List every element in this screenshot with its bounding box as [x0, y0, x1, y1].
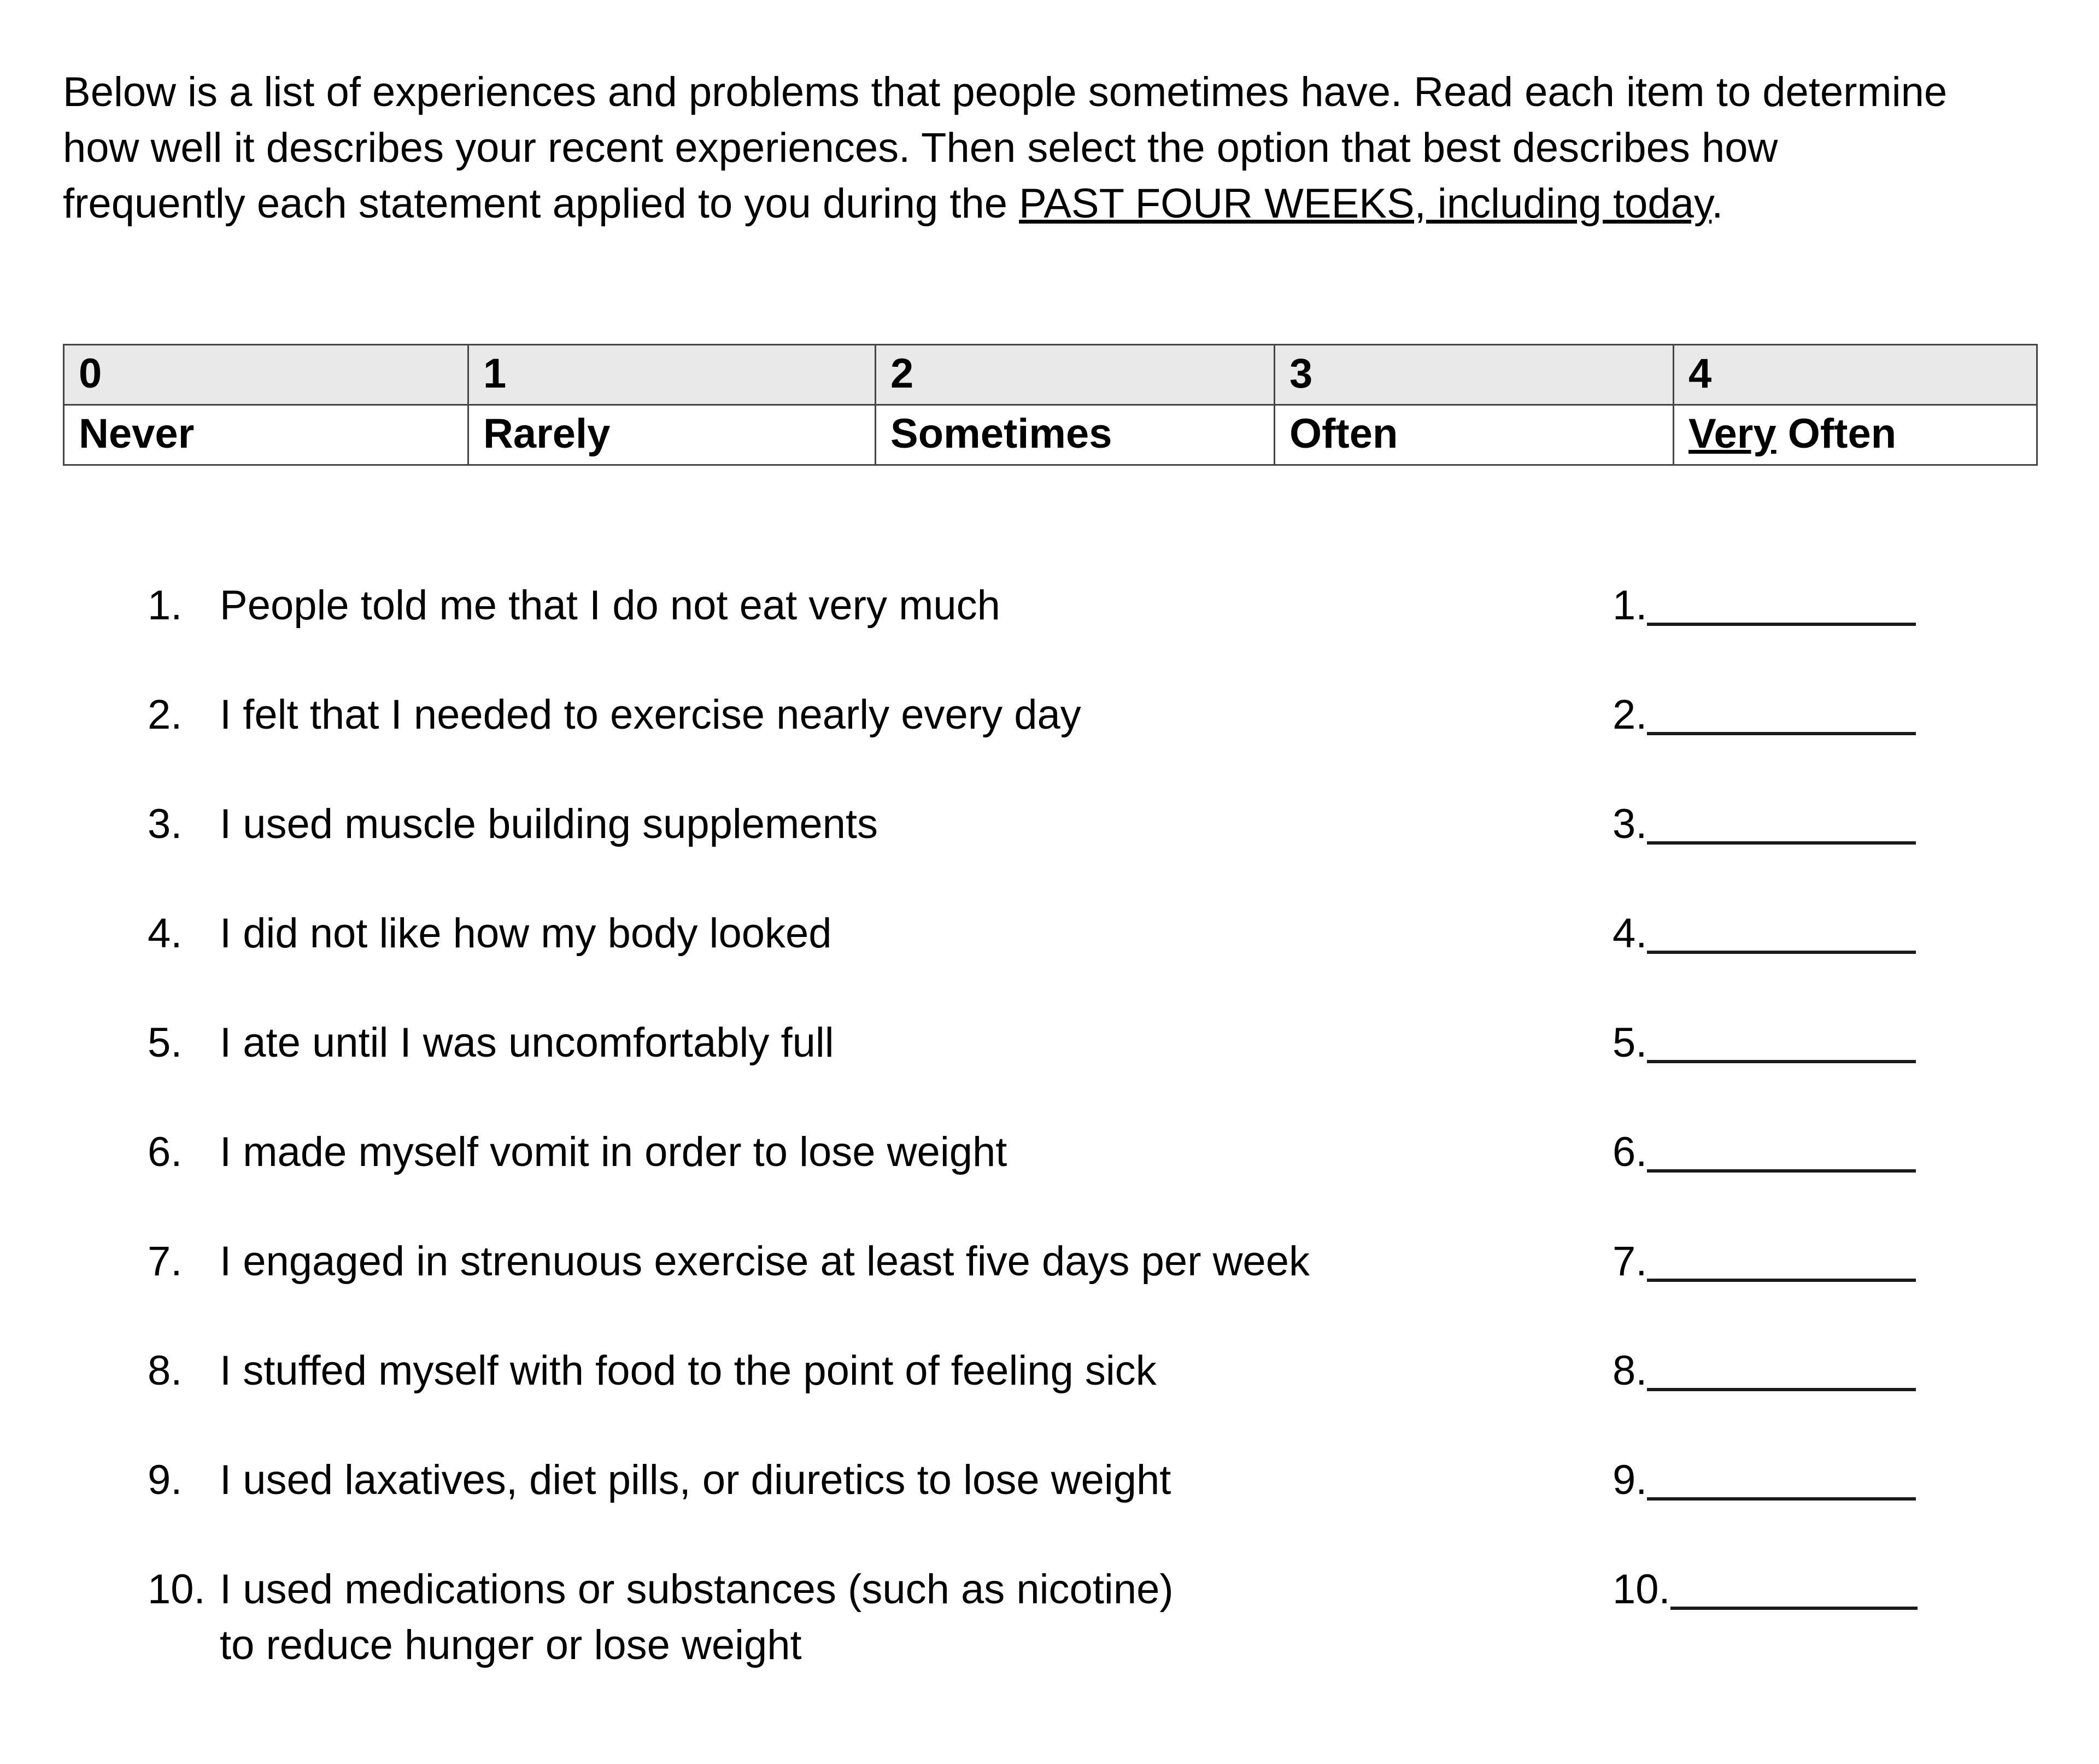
scale-value-4: 4	[1674, 345, 2037, 405]
question-item-7	[148, 1234, 2036, 1290]
question-text: I used muscle building supplements	[220, 801, 878, 847]
answer-blank[interactable]	[1647, 702, 1916, 735]
instructions-underlined-text: PAST FOUR WEEKS, including today	[1019, 180, 1712, 227]
question-text-block	[148, 1452, 1613, 1508]
scale-value-0: 0	[64, 345, 468, 405]
answer-block	[1613, 1562, 2036, 1618]
answer-blank[interactable]	[1647, 812, 1916, 845]
answer-block	[1613, 906, 2036, 962]
instructions-period: .	[1711, 180, 1723, 227]
scale-label-sometimes: Sometimes	[876, 405, 1275, 465]
answer-blank[interactable]	[1647, 1030, 1916, 1063]
answer-number: 7.	[1613, 1238, 1647, 1285]
answer-number: 3.	[1613, 801, 1647, 847]
answer-number: 9.	[1613, 1457, 1647, 1503]
answer-number: 6.	[1613, 1129, 1647, 1175]
answer-number: 2.	[1613, 691, 1647, 738]
answer-block	[1613, 687, 2036, 743]
question-item-3	[148, 796, 2036, 852]
answer-block	[1613, 1234, 2036, 1290]
scale-label-very-often-underlined: Very	[1688, 411, 1776, 457]
question-text-block	[148, 1562, 1613, 1673]
scale-label-never: Never	[64, 405, 468, 465]
rating-scale-table	[63, 344, 2038, 466]
question-text	[220, 1562, 1613, 1673]
answer-block	[1613, 796, 2036, 852]
scale-value-1: 1	[468, 345, 876, 405]
question-item-9	[148, 1452, 2036, 1508]
question-number: 8.	[148, 1347, 183, 1394]
question-text: I used laxatives, diet pills, or diuretics to lose weight	[220, 1457, 1171, 1503]
question-text: I felt that I needed to exercise nearly every day	[220, 691, 1081, 738]
scale-value-2: 2	[876, 345, 1275, 405]
question-text: I ate until I was uncomfortably full	[220, 1019, 834, 1066]
question-text: I stuffed myself with food to the point of feeling sick	[220, 1347, 1157, 1394]
question-text-block	[148, 796, 1613, 852]
answer-number: 5.	[1613, 1019, 1647, 1066]
instructions-paragraph	[63, 65, 1954, 232]
answer-block	[1613, 1452, 2036, 1508]
answer-number: 10.	[1613, 1566, 1670, 1613]
question-item-10	[148, 1562, 2036, 1673]
question-text-block	[148, 1015, 1613, 1071]
question-text-line-1: I used medications or substances (such as nicotine)	[220, 1566, 1174, 1613]
question-item-4	[148, 906, 2036, 962]
question-text: People told me that I do not eat very much	[220, 582, 1000, 629]
question-number: 2.	[148, 691, 183, 738]
scale-value-3: 3	[1275, 345, 1674, 405]
answer-blank[interactable]	[1670, 1577, 1918, 1610]
scale-label-very-often-rest: Often	[1776, 411, 1897, 457]
answer-blank[interactable]	[1647, 921, 1916, 954]
question-text-block	[148, 1343, 1613, 1399]
question-text-block	[148, 1234, 1613, 1290]
answer-blank[interactable]	[1647, 1140, 1916, 1173]
question-text: I made myself vomit in order to lose weight	[220, 1129, 1007, 1175]
question-item-1	[148, 578, 2036, 634]
instructions-text: Below is a list of experiences and problems that people sometimes have. Read each item to determine how well it describes your recent experiences. Then select the option that best describes how frequently each statement applied to you during the	[63, 69, 1948, 227]
question-text-block	[148, 1124, 1613, 1180]
question-text-block	[148, 906, 1613, 962]
answer-block	[1613, 1015, 2036, 1071]
answer-block	[1613, 1124, 2036, 1180]
scale-label-very-often	[1674, 405, 2037, 465]
question-item-2	[148, 687, 2036, 743]
scale-labels-row	[64, 405, 2037, 465]
question-text-block	[148, 578, 1613, 634]
question-item-6	[148, 1124, 2036, 1180]
scale-label-rarely: Rarely	[468, 405, 876, 465]
answer-block	[1613, 578, 2036, 634]
question-item-5	[148, 1015, 2036, 1071]
answer-number: 4.	[1613, 910, 1647, 957]
question-number: 10.	[148, 1566, 206, 1613]
question-text-line-2: to reduce hunger or lose weight	[220, 1622, 802, 1668]
question-number: 4.	[148, 910, 183, 957]
answer-number: 1.	[1613, 582, 1647, 629]
question-number: 9.	[148, 1457, 183, 1503]
question-item-8	[148, 1343, 2036, 1399]
answer-blank[interactable]	[1647, 1468, 1916, 1501]
question-number: 7.	[148, 1238, 183, 1285]
question-number: 6.	[148, 1129, 183, 1175]
answer-number: 8.	[1613, 1347, 1647, 1394]
question-number: 1.	[148, 582, 183, 629]
answer-block	[1613, 1343, 2036, 1399]
question-text: I engaged in strenuous exercise at least five days per week	[220, 1238, 1310, 1285]
answer-blank[interactable]	[1647, 1249, 1916, 1282]
question-number: 3.	[148, 801, 183, 847]
question-number: 5.	[148, 1019, 183, 1066]
answer-blank[interactable]	[1647, 1358, 1916, 1391]
scale-values-row	[64, 345, 2037, 405]
scale-label-often: Often	[1275, 405, 1674, 465]
question-text-block	[148, 687, 1613, 743]
question-list	[63, 578, 2036, 1673]
question-text: I did not like how my body looked	[220, 910, 832, 957]
answer-blank[interactable]	[1647, 593, 1916, 626]
